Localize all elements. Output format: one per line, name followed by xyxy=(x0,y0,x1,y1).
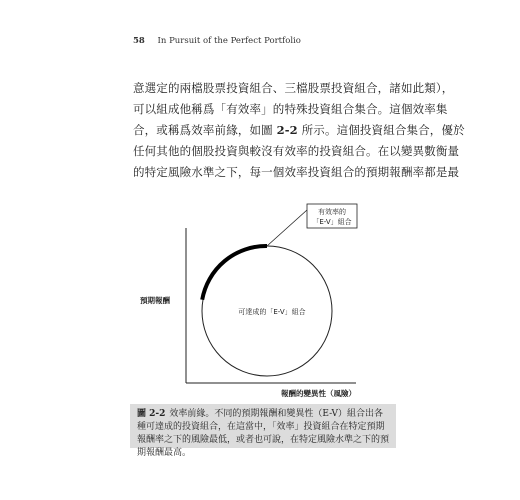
efficient-frontier-curve xyxy=(202,246,267,300)
paragraph-text: 合，或稱爲效率前緣，如圖 xyxy=(133,123,277,137)
y-axis-label: 預期報酬 xyxy=(140,296,170,305)
figure-caption xyxy=(130,404,396,458)
paragraph-line: 可以組成他稱爲「有效率」的特殊投資組合集合。這個效率集 xyxy=(133,102,448,116)
callout-label-line1: 有效率的 xyxy=(318,208,346,216)
x-axis-label: 報酬的變異性（風險） xyxy=(281,389,356,398)
paragraph-line: 的特定風險水準之下，每一個效率投資組合的預期報酬率都是最 xyxy=(133,165,460,179)
callout-leader-line xyxy=(267,210,307,246)
caption-label: 圖 2-2 xyxy=(137,409,166,419)
page-number: 58 xyxy=(133,36,145,46)
figure-reference: 2-2 xyxy=(276,123,298,137)
paragraph-line: 任何其他的個股投資與較沒有效率的投資組合。在以變異數衡量 xyxy=(133,144,460,158)
paragraph-text: 所示。這個投資組合集合，優於 xyxy=(297,123,465,137)
caption-text: 效率前緣。不同的預期報酬和變異性（E-V）組合出各種可達成的投資組合，在這當中，「效率」投資組合在特定預期報酬率之下的風險最低，或者也可說，在特定風險水準之下的預期報酬最高。 xyxy=(137,409,390,458)
running-title: In Pursuit of the Perfect Portfolio xyxy=(157,36,301,46)
paragraph-line: 意選定的兩檔股票投資組合、三檔股票投資組合，諸如此類）， xyxy=(133,81,454,95)
callout-label-line2: 「E-V」組合 xyxy=(312,218,352,226)
inner-region-label: 可達成的「E-V」組合 xyxy=(238,308,306,316)
